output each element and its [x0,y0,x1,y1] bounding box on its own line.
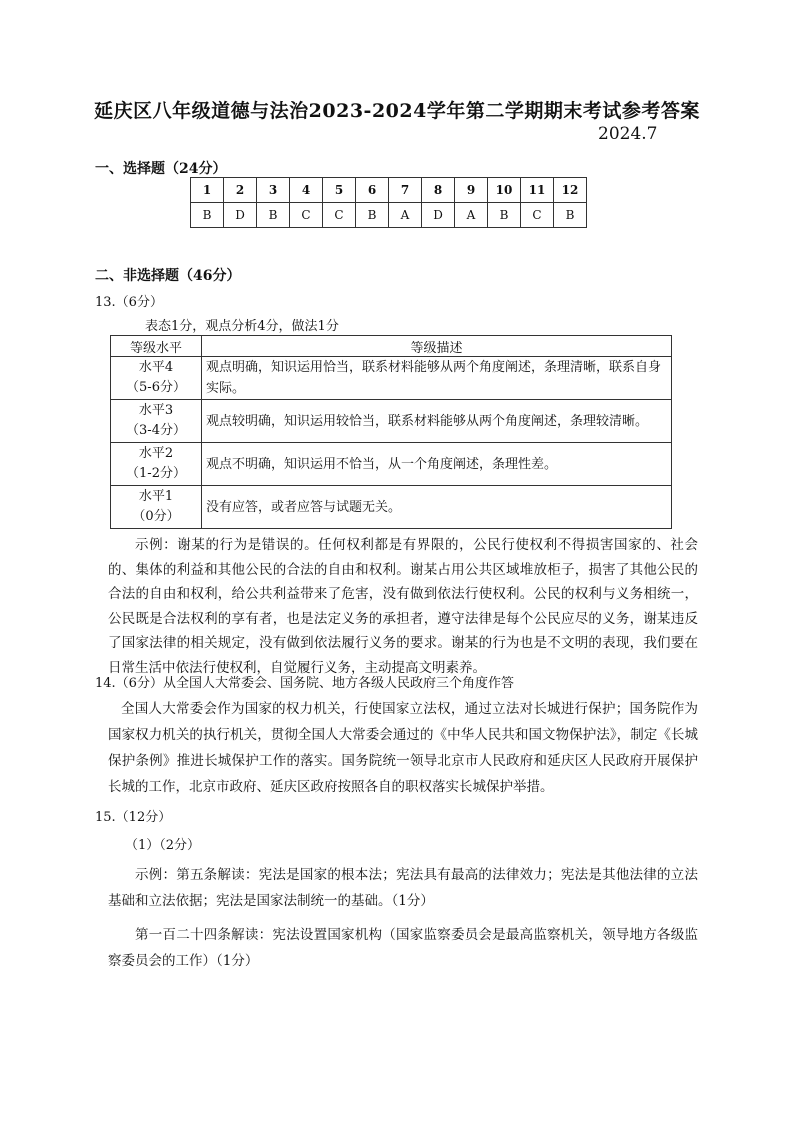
level-range: （1-2分） [126,466,186,481]
level-cell [111,443,202,486]
answer-table-answer-row [191,203,587,228]
level-range: （0分） [132,509,180,524]
question-number: 9 [455,178,488,203]
q14-heading: 14.（6分）从全国人大常委会、国务院、地方各级人民政府三个角度作答 [95,676,514,691]
level-cell [111,400,202,443]
grading-table-header [111,336,672,357]
question-number: 1 [191,178,224,203]
level-description: 观点不明确，知识运用不恰当，从一个角度阐述，条理性差。 [202,443,672,486]
section-1-heading: 一、选择题（24分） [95,161,227,177]
level-cell [111,486,202,529]
level-cell [111,357,202,400]
q13-scoring-note: 表态1分，观点分析4分，做法1分 [145,319,339,334]
exam-date: 2024.7 [598,124,658,144]
answer-cell: C [290,203,323,228]
answer-cell: B [356,203,389,228]
question-number: 4 [290,178,323,203]
level-name: 水平2 [138,446,174,461]
level-description: 没有应答，或者应答与试题无关。 [202,486,672,529]
q14-answer: 全国人大常委会作为国家的权力机关，行使国家立法权，通过立法对长城进行保护；国务院作为国家权力机关的执行机关，贯彻全国人大常委会通过的《中华人民共和国文物保护法》，制定《长城保护条例》推进长城保护工作的落实。国务院统一领导北京市人民政府和延庆区人民政府开展保护长城的工作，北京市政府、延庆区政府按照各自的职权落实长城保护举措。 [108,701,698,795]
q15-example-article124: 第一百二十四条解读：宪法设置国家机构（国家监察委员会是最高监察机关，领导地方各级监察委员会的工作）（1分） [108,927,698,969]
page-title: 延庆区八年级道德与法治2023-2024学年第二学期期末考试参考答案 [94,100,700,122]
header-level: 等级水平 [111,336,202,357]
answer-cell: B [554,203,587,228]
question-number: 10 [488,178,521,203]
question-number: 7 [389,178,422,203]
q13-heading: 13.（6分） [95,295,163,310]
q15-sub1-heading: （1）（2分） [125,838,201,853]
answer-cell: B [191,203,224,228]
answer-cell: A [389,203,422,228]
answer-cell: B [257,203,290,228]
header-description: 等级描述 [202,336,672,357]
question-number: 12 [554,178,587,203]
question-number: 6 [356,178,389,203]
grading-table [110,335,672,529]
grading-row [111,357,672,400]
level-range: （5-6分） [126,380,186,395]
q15-example-article5: 示例：第五条解读：宪法是国家的根本法；宪法具有最高的法律效力；宪法是其他法律的立法基础和立法依据；宪法是国家法制统一的基础。（1分） [108,867,698,909]
level-name: 水平3 [138,403,174,418]
level-description: 观点明确，知识运用恰当，联系材料能够从两个角度阐述，条理清晰，联系自身实际。 [202,357,672,400]
question-number: 3 [257,178,290,203]
answer-cell: C [521,203,554,228]
answer-cell: D [422,203,455,228]
answer-table-number-row [191,178,587,203]
question-number: 2 [224,178,257,203]
question-number: 8 [422,178,455,203]
question-number: 11 [521,178,554,203]
q15-heading: 15.（12分） [95,810,172,825]
section-2-heading: 二、非选择题（46分） [95,268,241,284]
grading-row [111,400,672,443]
q13-example-answer: 示例：谢某的行为是错误的。任何权利都是有界限的，公民行使权利不得损害国家的、社会的、集体的利益和其他公民的合法的自由和权利。谢某占用公共区域堆放柜子，损害了其他公民的合法的自由和权利，给公共利益带来了危害，没有做到依法行使权利。公民的权利与义务相统一，公民既是合法权利的享有者，也是法定义务的承担者，遵守法律是每个公民应尽的义务，谢某违反了国家法律的相关规定，没有做到依法履行义务的要求。谢某的行为也是不文明的表现，我们要在日常生活中依法行使权利，自觉履行义务，主动提高文明素养。 [108,537,698,676]
answer-table [190,177,587,228]
level-name: 水平4 [138,360,174,375]
answer-cell: A [455,203,488,228]
level-description: 观点较明确，知识运用较恰当，联系材料能够从两个角度阐述，条理较清晰。 [202,400,672,443]
answer-cell: D [224,203,257,228]
answer-cell: C [323,203,356,228]
answer-cell: B [488,203,521,228]
grading-row [111,443,672,486]
question-number: 5 [323,178,356,203]
level-name: 水平1 [138,489,174,504]
grading-row [111,486,672,529]
level-range: （3-4分） [126,423,186,438]
